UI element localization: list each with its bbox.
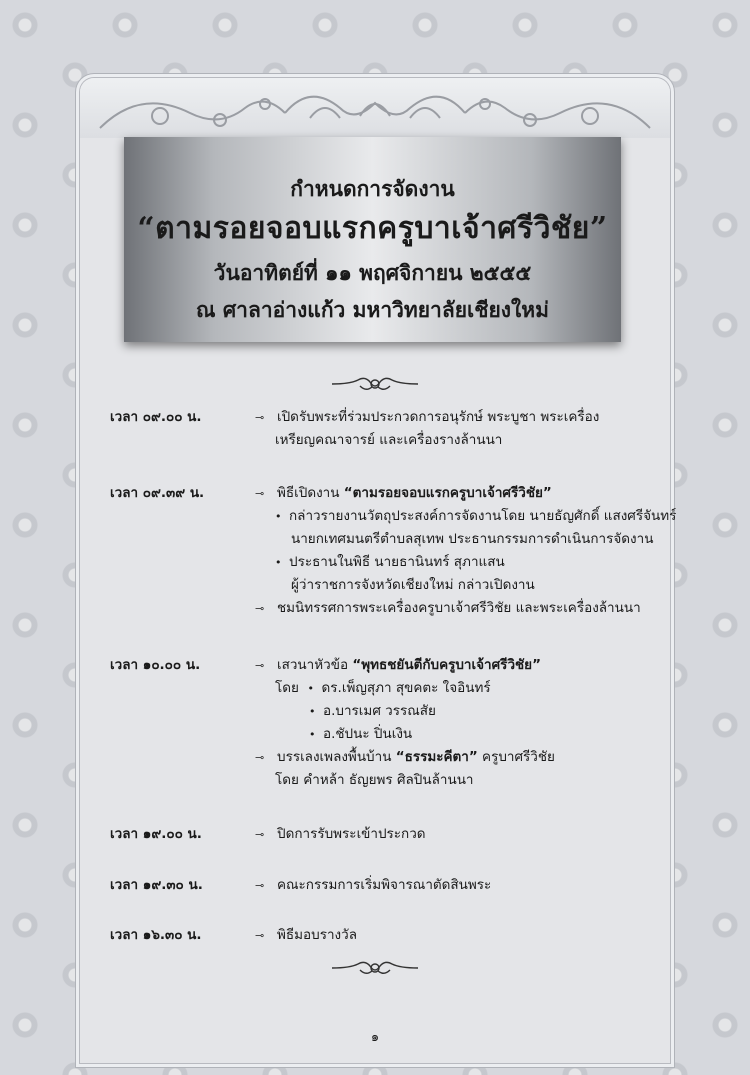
- row-text: พิธีมอบรางวัล: [277, 927, 357, 943]
- time-label: เวลา ๑๙.๓๐ น.: [110, 877, 203, 893]
- row-text: ประธานในพิธี นายธานินทร์ สุภาแสน: [289, 554, 505, 570]
- top-scroll-ornament: [80, 78, 670, 138]
- divider-ornament-icon: [330, 372, 420, 396]
- song-title: “ธรรมะคีตา”: [395, 749, 478, 765]
- bullet-icon: •: [307, 682, 315, 695]
- flourish-bullet-icon: ⊸: [255, 659, 265, 672]
- title-banner: [124, 137, 621, 342]
- banner-venue: ณ ศาลาอ่างแก้ว มหาวิทยาลัยเชียงใหม่: [196, 297, 549, 322]
- speaker-name: อ.บารเมศ วรรณสัย: [323, 703, 436, 719]
- row-text: ผู้ว่าราชการจังหวัดเชียงใหม่ กล่าวเปิดงาน: [291, 577, 535, 593]
- row-text: พิธีเปิดงาน: [277, 485, 344, 501]
- row-text: เหรียญคณาจารย์ และเครื่องรางล้านนา: [275, 432, 503, 448]
- time-label: เวลา ๐๙.๓๙ น.: [110, 485, 205, 501]
- flourish-bullet-icon: ⊸: [255, 487, 265, 500]
- bullet-icon: •: [309, 728, 316, 741]
- row-text: บรรเลงเพลงพื้นบ้าน: [277, 749, 396, 765]
- page-number: ๑: [370, 1030, 380, 1045]
- flourish-bullet-icon: ⊸: [255, 879, 265, 892]
- time-label: เวลา ๑๙.๐๐ น.: [110, 826, 202, 842]
- by-label: โดย: [275, 680, 299, 696]
- scroll-ornament-icon: [80, 78, 670, 138]
- bullet-icon: •: [275, 510, 282, 523]
- flourish-bullet-icon: ⊸: [255, 751, 265, 764]
- flourish-bullet-icon: ⊸: [255, 602, 265, 615]
- speaker-name: ดร.เพ็ญสุภา สุขคตะ ใจอินทร์: [321, 680, 491, 696]
- row-text: ปิดการรับพระเข้าประกวด: [277, 826, 426, 842]
- flourish-bullet-icon: ⊸: [255, 929, 265, 942]
- flourish-bullet-icon: ⊸: [255, 411, 265, 424]
- row-text: เปิดรับพระที่ร่วมประกวดการอนุรักษ์ พระบูชา พระเครื่อง: [277, 409, 600, 425]
- bullet-icon: •: [275, 556, 282, 569]
- row-content: [255, 823, 655, 846]
- row-text: เสวนาหัวข้อ: [277, 657, 353, 673]
- bullet-icon: •: [309, 705, 316, 718]
- program-panel: [80, 78, 677, 1063]
- row-text: ครูบาศรีวิชัย: [477, 749, 555, 765]
- banner-event-title: “ตามรอยจอบแรกครูบาเจ้าศรีวิชัย”: [137, 211, 608, 246]
- time-label: เวลา ๑๐.๐๐ น.: [110, 657, 201, 673]
- time-label: เวลา ๐๙.๐๐ น.: [110, 409, 202, 425]
- opening-title: “ตามรอยจอบแรกครูบาเจ้าศรีวิชัย”: [343, 485, 552, 501]
- row-content: [255, 406, 655, 452]
- row-content: [255, 482, 677, 620]
- row-text: ชมนิทรรศการพระเครื่องครูบาเจ้าศรีวิชัย และพระเครื่องล้านนา: [277, 600, 641, 616]
- banner-heading: กำหนดการจัดงาน: [290, 176, 455, 201]
- row-text: คณะกรรมการเริ่มพิจารณาตัดสินพระ: [277, 877, 492, 893]
- row-content: [255, 924, 655, 947]
- flourish-bullet-icon: ⊸: [255, 828, 265, 841]
- row-text: กล่าวรายงานวัตถุประสงค์การจัดงานโดย นายธัญศักดิ์ แสงศรีจันทร์: [289, 508, 677, 524]
- time-label: เวลา ๑๖.๓๐ น.: [110, 927, 202, 943]
- row-text: โดย คำหล้า ธัญยพร ศิลปินล้านนา: [275, 772, 474, 788]
- banner-date: วันอาทิตย์ที่ ๑๑ พฤศจิกายน ๒๕๕๕: [213, 260, 532, 285]
- row-text: นายกเทศมนตรีตำบลสุเทพ ประธานกรรมการดำเนินการจัดงาน: [291, 531, 654, 547]
- divider-ornament-icon: [330, 956, 420, 980]
- row-content: [255, 654, 655, 792]
- speaker-name: อ.ชัปนะ ปิ่นเงิน: [323, 726, 413, 742]
- talk-title: “พุทธชยันตีกับครูบาเจ้าศรีวิชัย”: [352, 657, 541, 673]
- row-content: [255, 874, 655, 897]
